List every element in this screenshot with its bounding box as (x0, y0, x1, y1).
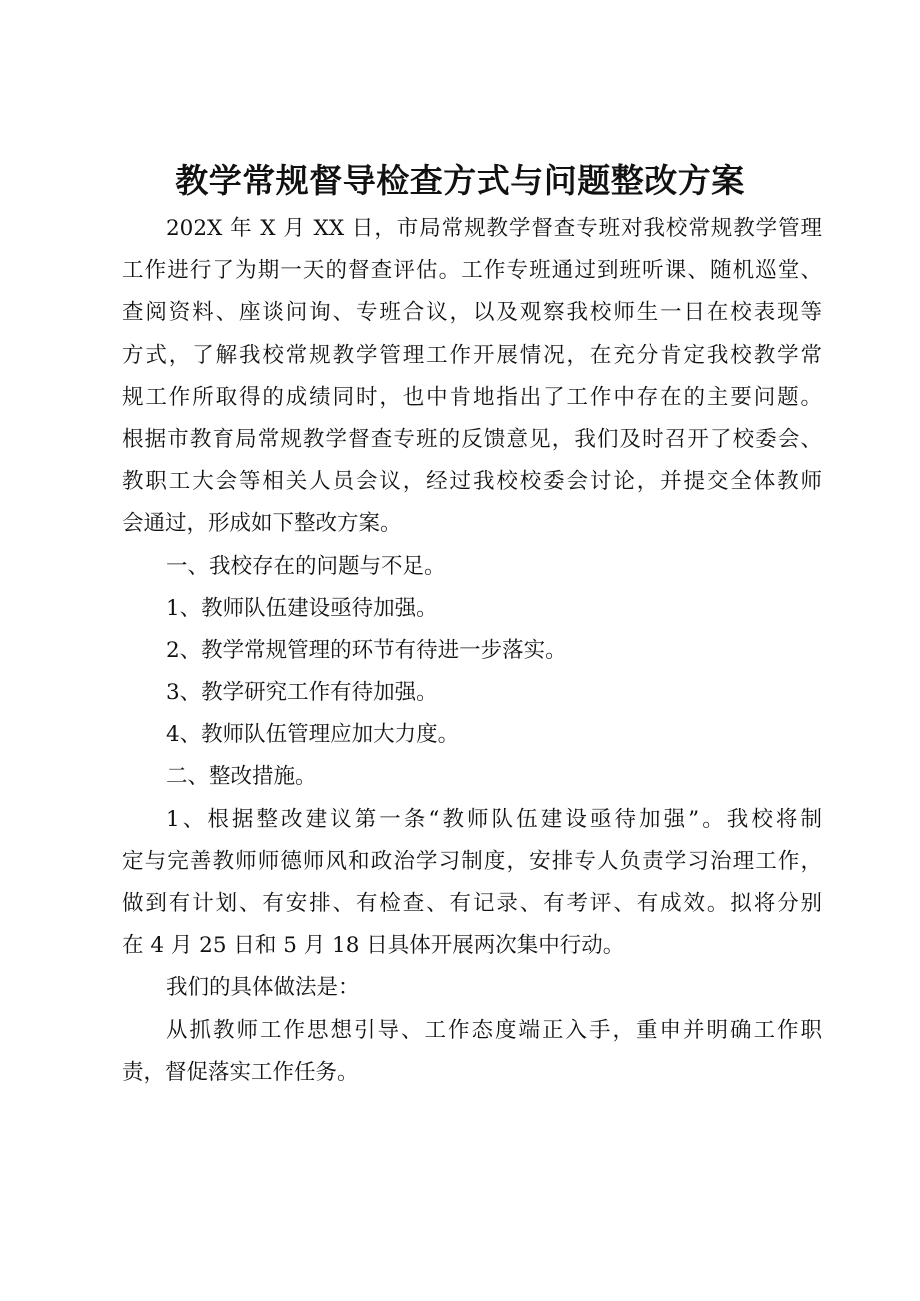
body-text-line: 4、教师队伍管理应加大力度。 (166, 722, 460, 748)
body-text-line: 工作进行了为期一天的督查评估。工作专班通过到班听课、随机巡堂、 (122, 258, 822, 284)
body-text-line: 方式，了解我校常规教学管理工作开展情况，在充分肯定我校教学常 (122, 342, 822, 368)
body-text-line: 规工作所取得的成绩同时，也中肯地指出了工作中存在的主要问题。 (122, 384, 822, 410)
body-text-line: 3、教学研究工作有待加强。 (166, 680, 438, 706)
body-text-line: 从抓教师工作思想引导、工作态度端正入手，重申并明确工作职 (166, 1017, 822, 1043)
body-text-line: 1、根据整改建议第一条“教师队伍建设亟待加强”。我校将制 (166, 806, 822, 832)
body-text-line: 2、教学常规管理的环节有待进一步落实。 (166, 637, 567, 663)
body-text-line: 责，督促落实工作任务。 (122, 1059, 359, 1085)
body-text-line: 定与完善教师师德师风和政治学习制度，安排专人负责学习治理工作， (122, 848, 822, 874)
body-text-line: 会通过，形成如下整改方案。 (122, 511, 402, 537)
body-text-line: 一、我校存在的问题与不足。 (166, 553, 446, 579)
body-text-line: 做到有计划、有安排、有检查、有记录、有考评、有成效。拟将分别 (122, 891, 822, 916)
body-text-line: 教职工大会等相关人员会议，经过我校校委会讨论，并提交全体教师 (122, 469, 822, 495)
body-text-line: 查阅资料、座谈问询、专班合议，以及观察我校师生一日在校表现等 (122, 300, 822, 326)
document-title: 教学常规督导检查方式与问题整改方案 (175, 161, 745, 200)
body-text-line: 1、教师队伍建设亟待加强。 (166, 595, 438, 621)
body-text-line: 二、整改措施。 (166, 764, 317, 790)
body-text-line: 我们的具体做法是： (166, 975, 360, 1001)
document-body (122, 208, 822, 1094)
body-text-line: 在 4 月 25 日和 5 月 18 日具体开展两次集中行动。 (122, 933, 625, 959)
body-text-line: 202X 年 X 月 XX 日，市局常规教学督查专班对我校常规教学管理 (166, 216, 822, 241)
body-text-line: 根据市教育局常规教学督查专班的反馈意见，我们及时召开了校委会、 (122, 426, 822, 452)
